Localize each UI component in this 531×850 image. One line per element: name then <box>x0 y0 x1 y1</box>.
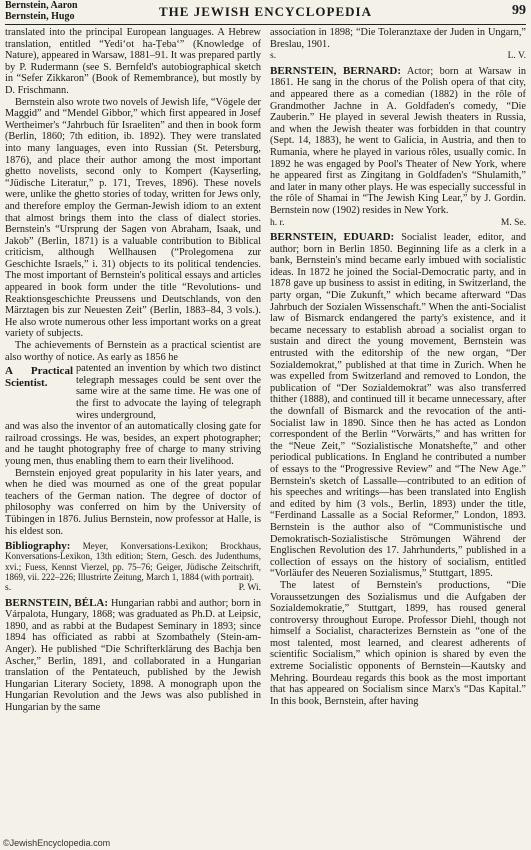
signature-author: L. V. <box>507 51 526 62</box>
headword: BERNSTEIN, BERNARD: <box>270 64 402 77</box>
signature-author: M. Se. <box>500 217 526 228</box>
side-note-block <box>5 363 261 421</box>
bibliography-label: Bibliography: <box>5 540 71 553</box>
page-header <box>5 0 526 25</box>
entry-bela <box>5 598 261 714</box>
paragraph: association in 1898; “Die Toleranztaxe der Juden in Ungarn,” Breslau, 1901. <box>270 27 526 50</box>
side-note-label: A Practical Scientist. <box>5 365 73 390</box>
headword: BERNSTEIN, EDUARD: <box>270 231 395 244</box>
page-number: 99 <box>512 3 526 18</box>
running-head-last: Bernstein, Hugo <box>5 10 75 22</box>
article-signature <box>5 583 261 595</box>
signature-code: s. <box>270 51 277 62</box>
bibliography <box>5 541 261 582</box>
paragraph: The achievements of Bernstein as a practical scientist are also worthy of notice. As early as 1856 he <box>5 340 261 363</box>
signature-author: P. Wi. <box>238 582 261 593</box>
entry-text: Actor; born at Warsaw in 1861. He sang in the chorus of the Polish opera of that city, and appeared there as a comedian (1882) in the rôle of Grandmother Jachne in A. Goldfaden's comedy, “Die Zauberin.” He played in several Jewish theaters in Russia, and when the Jewish theater was forbidden in that country (Sept. 14, 1883), he went to Galicia, in Austria, and then to Rumania, where he played in various rôles, usually comic. In 1892 he was engaged by Pool's Theater of New York, where he appeared first as Zingitang in Goldfaden's “Shulamith,” and later in many other plays. He was especially successful in the rôle of Shamai in “The Jewish King Lear,” by J. Gordin. Bernstein now (1902) resides in New York. <box>270 65 526 216</box>
signature-code: h. r. <box>270 217 285 228</box>
article-signature <box>270 51 526 63</box>
paragraph: translated into the principal European languages. A Hebrew translation, entitled “Yedi‘ot ha-Ṭeba‘” (Knowledge of Nature), appeared in Warsaw, 1881–91. It was prepared partly by P. Rudermann (see S. Bernfeld's autobiographical sketch in “Sefer Zikkaron” (Book of Remembrance), but mostly by D. Frischmann. <box>5 27 261 96</box>
headword: BERNSTEIN, BÉLA: <box>5 596 109 609</box>
left-column <box>5 27 261 829</box>
article-signature <box>270 218 526 230</box>
entry-bernard <box>270 66 526 217</box>
paragraph: and was also the inventor of an automatically closing gate for railroad crossings. He was, besides, an expert photographer; and he taught photography free of charge to many striving young men, thus enabling them to earn their livelihood. <box>5 421 261 467</box>
paragraph: Bernstein enjoyed great popularity in his later years, and when he died was mourned as one of the great popular teachers of the German nation. The degree of doctor of philosophy was conferred on him by the University of Tübingen in 1876. Julius Bernstein, now professor at Halle, is his eldest son. <box>5 467 261 537</box>
entry-text: Socialist leader, editor, and author; born in Berlin 1850. Beginning life as a clerk in a bank, Bernstein's mind became early imbued with socialistic ideas. In 1872 he joined the Social-Democratic party, and in 1878 gave up business to assist in editing, in Switzerland, the party organ, “Die Zukunft,” which became afterward “Das Jahrbuch der Sozialen Wissenschaft.” When the anti-Socialist law of Bismarck endangered the party's existence, and it became necessary to establish abroad a socialist organ to sustain and direct the young movement, Bernstein was entrusted with the editorship of the new organ, “Der Sozialdemokrat,” published at that time in Zurich. When he was expelled from Switzerland and removed to London, the publication of “Der Sozialdemokrat” was also transferred thither (1888), and continued till it became unnecessary, after the downfall of Bismarck and the revocation of the anti-Socialist law in 1890. Since then he has acted as London correspondent of the Berlin “Vorwärts,” and has written for the “Neue Zeit,” “Sozialistische Monatshefte,” and other periodical publications. In England he contributed a number of essays to the “Progressive Review” and “The New Age.” Bernstein's sketch of Lassalle—contributed to an edition of his speeches and writings—has been translated into English and edited by him (3 vols., Berlin, 1893) under the title, “Ferdinand Lassalle as a Social Reformer,” London, 1893. Bernstein is the author also of “Communistische und Demokratisch-Sozialistische Strömungen Während der Englischen Revolution des 17. Jahrhunderts,” published in a collection of essays on the history of socialism, entitled “Vorläufer des Neueren Sozialismus,” Stuttgart, 1895. <box>270 232 526 580</box>
paragraph: Bernstein also wrote two novels of Jewish life, “Vögele der Maggid” and “Mendel Gibbor,” which first appeared in Josef Wertheimer's “Jahrbuch für Israeliten” and then in book form (Berlin, 1860; 7th edition, ib. 1892). They were translated into many languages, even into Russian (St. Petersburg, 1876), and place their author among the most important ghetto novelists, second only to Kompert (Kayserling, “Jüdische Literatur,” p. 171, Treves, 1896). These novels were, unlike the ghetto stories of today, written for Jews only, and therefore employ the German-Jewish idiom to an extent that almost brings them into the class of dialect stories. Bernstein's “Ursprung der Sagen von Abraham, Isaak, und Jakob” (Berlin, 1871) is a valuable contribution to Biblical criticism, although Wellhausen (“Prolegomena zur Geschichte Israels,” i. 31) objects to its political tendencies. The most important of Bernstein's political essays and articles appeared in book form under the title “Revolutions- und Reaktionsgeschichte Preussens und Deutschlands, von den Märztagen bis zur Neuesten Zeit” (Berlin, 1883–84, 3 vols.). He also wrote numerous other less important works on a great variety of subjects. <box>5 96 261 340</box>
paragraph: patented an invention by which two distinct telegraph messages could be sent over the same wire at the same time. He was one of the first to advocate the laying of telegraph wires underground, <box>76 363 261 421</box>
bibliography-text: Meyer, Konversations-Lexikon; Brockhaus, Konversations-Lexikon, 13th edition; Stern, Gesch. des Judenthums, xvi.; Fuess, Kennst Vierzel, pp. 75–76; Geiger, Jüdische Zeitschrift, 1869, vii. 222–226; Illustrirte Zeitung, March 1, 1884 (with portrait). <box>5 541 261 582</box>
right-column <box>270 27 526 829</box>
entry-eduard <box>270 232 526 580</box>
publication-title: THE JEWISH ENCYCLOPEDIA <box>159 4 372 19</box>
paragraph: The latest of Bernstein's productions, “Die Voraussetzungen des Sozialismus und die Aufgaben der Sozialdemokratie,” Stuttgart, 1899, has roused general controversy throughout Europe. Professor Diehl, though not himself a Socialist, characterizes Bernstein as “one of the most talented, most learned, and clearest adherents of scientific Socialism,” which opinion is shared by even the extreme Socialistic opponents of Bernstein—Kautsky and Mehring. Bourdeau regards this book as the most important that has appeared on Socialism since Marx's “Das Kapital.” In this book, Bernstein, after having <box>270 579 526 707</box>
running-head-first: Bernstein, Aaron <box>5 0 78 11</box>
entry-text: Hungarian rabbi and author; born in Várpalota, Hungary, 1868; was graduated as Ph.D. at Leipsic, 1890, and as rabbi at the Budapest Seminary in 1893; since 1894 has officiated as rabbi at Szombathely (Stein-am-Anger). He published “Die Schrifterklärung des Bachja ben Ascher,” Berlin, 1891, and collaborated in a Hungarian translation of the Pentateuch, published by the Jewish Hungarian Literary Society, 1898. A monograph upon the Hungarian Revolution and the Jews was also published in Hungarian by the same <box>5 597 261 713</box>
signature-code: s. <box>5 582 12 593</box>
copyright-footer: ©JewishEncyclopedia.com <box>3 838 111 848</box>
